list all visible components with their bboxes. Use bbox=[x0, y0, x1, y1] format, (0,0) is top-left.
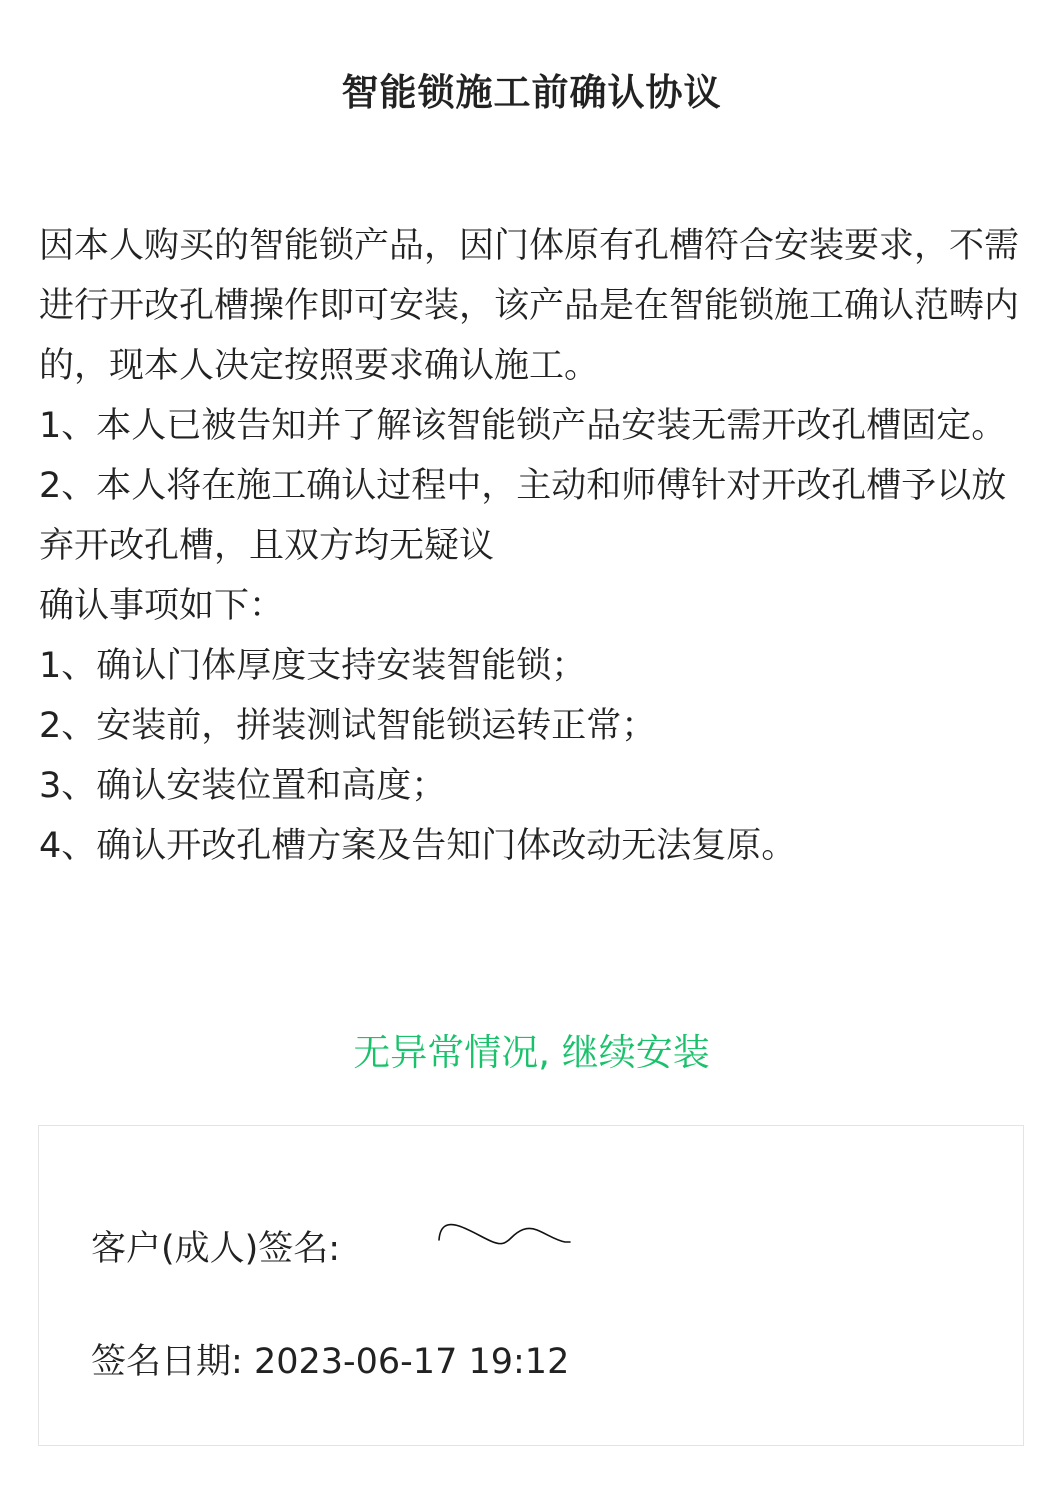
clause-1: 1、本人已被告知并了解该智能锁产品安装无需开改孔槽固定。 bbox=[39, 406, 1007, 446]
customer-signature-label: 客户(成人)签名: bbox=[91, 1229, 341, 1269]
confirm-item-3: 3、确认安装位置和高度； bbox=[39, 766, 447, 806]
customer-signature-image bbox=[437, 1218, 573, 1258]
confirm-heading: 确认事项如下： bbox=[39, 586, 285, 626]
confirm-item-4: 4、确认开改孔槽方案及告知门体改动无法复原。 bbox=[39, 826, 797, 866]
signature-date-label: 签名日期: bbox=[91, 1342, 243, 1382]
confirm-item-2: 2、安装前，拼装测试智能锁运转正常； bbox=[39, 706, 657, 746]
status-text: 无异常情况, 继续安装 bbox=[353, 1031, 710, 1074]
signature-panel bbox=[38, 1125, 1024, 1446]
clause-2: 2、本人将在施工确认过程中，主动和师傅针对开改孔槽予以放弃开改孔槽，且双方均无疑议 bbox=[39, 466, 1007, 566]
signature-date-value: 2023-06-17 19:12 bbox=[253, 1342, 570, 1382]
confirm-item-1: 1、确认门体厚度支持安装智能锁； bbox=[39, 646, 587, 686]
agreement-body bbox=[39, 216, 1034, 876]
page-title: 智能锁施工前确认协议 bbox=[341, 71, 722, 114]
intro-paragraph: 因本人购买的智能锁产品，因门体原有孔槽符合安装要求，不需进行开改孔槽操作即可安装，该产品是在智能锁施工确认范畴内的，现本人决定按照要求确认施工。 bbox=[39, 226, 1020, 386]
signature-date-row bbox=[91, 1334, 569, 1384]
